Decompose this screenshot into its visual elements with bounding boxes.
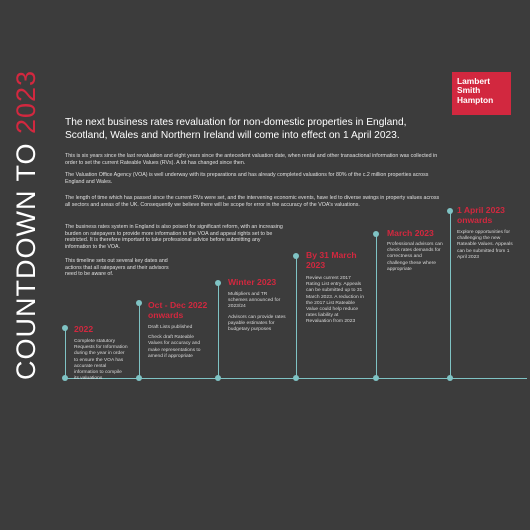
milestone-text: Explore opportunities for challenging the new Rateable Values. Appeals can be submitted from 1 April 2023 bbox=[457, 230, 513, 260]
logo-line-2: Smith bbox=[457, 85, 481, 96]
milestone-text: Complete statutory Requests for Information during the year in order to ensure the VOA has accurate rental information to compile its valuations bbox=[74, 339, 128, 382]
milestone-body-oct-dec bbox=[148, 325, 208, 364]
countdown-title bbox=[6, 69, 46, 380]
milestone-title-by-31-march: By 31 March 2023 bbox=[306, 250, 357, 270]
milestone-stem-2022 bbox=[65, 328, 66, 378]
headline: The next business rates revaluation for non-domestic properties in England, Scotland, Wales and Northern Ireland will come into effect on 1 April 2023. bbox=[65, 117, 407, 141]
milestone-title-oct-dec: Oct - Dec 2022 onwards bbox=[148, 300, 208, 320]
voa-paragraph: The Valuation Office Agency (VOA) is well underway with its preparations and has already completed valuations for 80% of the c.2 million properties across England and Wales. bbox=[65, 172, 429, 185]
milestone-dot-2022 bbox=[62, 325, 68, 331]
valuation-paragraph: The length of time which has passed since the current RVs were set, and the intervening economic events, have led to diverse swings in property values across all sectors and areas of the UK. Consequently we believe there will be scope for error in the accuracy of the VOA's valuations. bbox=[65, 195, 440, 208]
milestone-axis-dot-1-april bbox=[447, 375, 453, 381]
milestone-stem-1-april bbox=[450, 211, 451, 378]
countdown-title-text: COUNTDOWN TO bbox=[11, 134, 41, 380]
milestone-stem-by-31-march bbox=[296, 256, 297, 378]
intro-paragraph: This is six years since the last revaluation and eight years since the antecedent valuation date, when rental and other transactional information was collected in order to set the current Rateable Values (RVs). A lot has changed since then. bbox=[65, 153, 438, 166]
milestone-body-by-31-march bbox=[306, 276, 364, 330]
timeline-intro-paragraph: This timeline sets out several key dates and actions that all ratepayers and their advisors need to be aware of. bbox=[65, 258, 169, 278]
milestone-axis-dot-by-31-march bbox=[293, 375, 299, 381]
logo-line-1: Lambert bbox=[457, 76, 491, 86]
milestone-stem-march bbox=[376, 234, 377, 378]
milestone-title-winter: Winter 2023 bbox=[228, 277, 277, 287]
milestone-axis-dot-winter bbox=[215, 375, 221, 381]
milestone-text: Professional advisors can check rates demands for correctness and challenge these where appropriate bbox=[387, 242, 443, 272]
milestone-stem-winter bbox=[218, 283, 219, 378]
milestone-text: Multipliers and TR schemes announced for 2023/24 bbox=[228, 292, 281, 310]
milestone-body-1-april bbox=[457, 230, 513, 265]
logo-line-3: Hampton bbox=[457, 94, 494, 105]
reform-paragraph: The business rates system in England is also poised for significant reform, with an increasing burden on ratepayers to provide more information to the VOA and appeal rights set to be restricted. It is therefore important to take professional advice before submitting any information to the VOA. bbox=[65, 224, 283, 250]
milestone-axis-dot-march bbox=[373, 375, 379, 381]
milestone-body-2022 bbox=[74, 339, 128, 386]
lambert-smith-hampton-logo bbox=[452, 72, 511, 115]
milestone-text: Draft Lists published bbox=[148, 325, 193, 330]
milestone-title-1-april: 1 April 2023 onwards bbox=[457, 205, 505, 225]
milestone-text: Check draft Rateable Values for accuracy and make representations to amend if appropriate bbox=[148, 335, 201, 359]
milestone-dot-march bbox=[373, 231, 379, 237]
milestone-title-march: March 2023 bbox=[387, 228, 434, 238]
milestone-dot-winter bbox=[215, 280, 221, 286]
countdown-title-year: 2023 bbox=[11, 69, 41, 134]
milestone-body-march bbox=[387, 242, 443, 277]
milestone-stem-oct-dec bbox=[139, 303, 140, 378]
milestone-body-winter bbox=[228, 292, 288, 337]
milestone-title-2022: 2022 bbox=[74, 324, 94, 334]
milestone-dot-1-april bbox=[447, 208, 453, 214]
milestone-dot-by-31-march bbox=[293, 253, 299, 259]
milestone-axis-dot-oct-dec bbox=[136, 375, 142, 381]
milestone-text: Review current 2017 Rating List entry. Appeals can be submitted up to 31 March 2023. A reduction in the 2017 List Rateable Value could help reduce rates liability at Revaluation from 2023 bbox=[306, 276, 364, 325]
milestone-text: Advisors can provide rates payable estimates for budgetary purposes bbox=[228, 314, 286, 333]
milestone-dot-oct-dec bbox=[136, 300, 142, 306]
